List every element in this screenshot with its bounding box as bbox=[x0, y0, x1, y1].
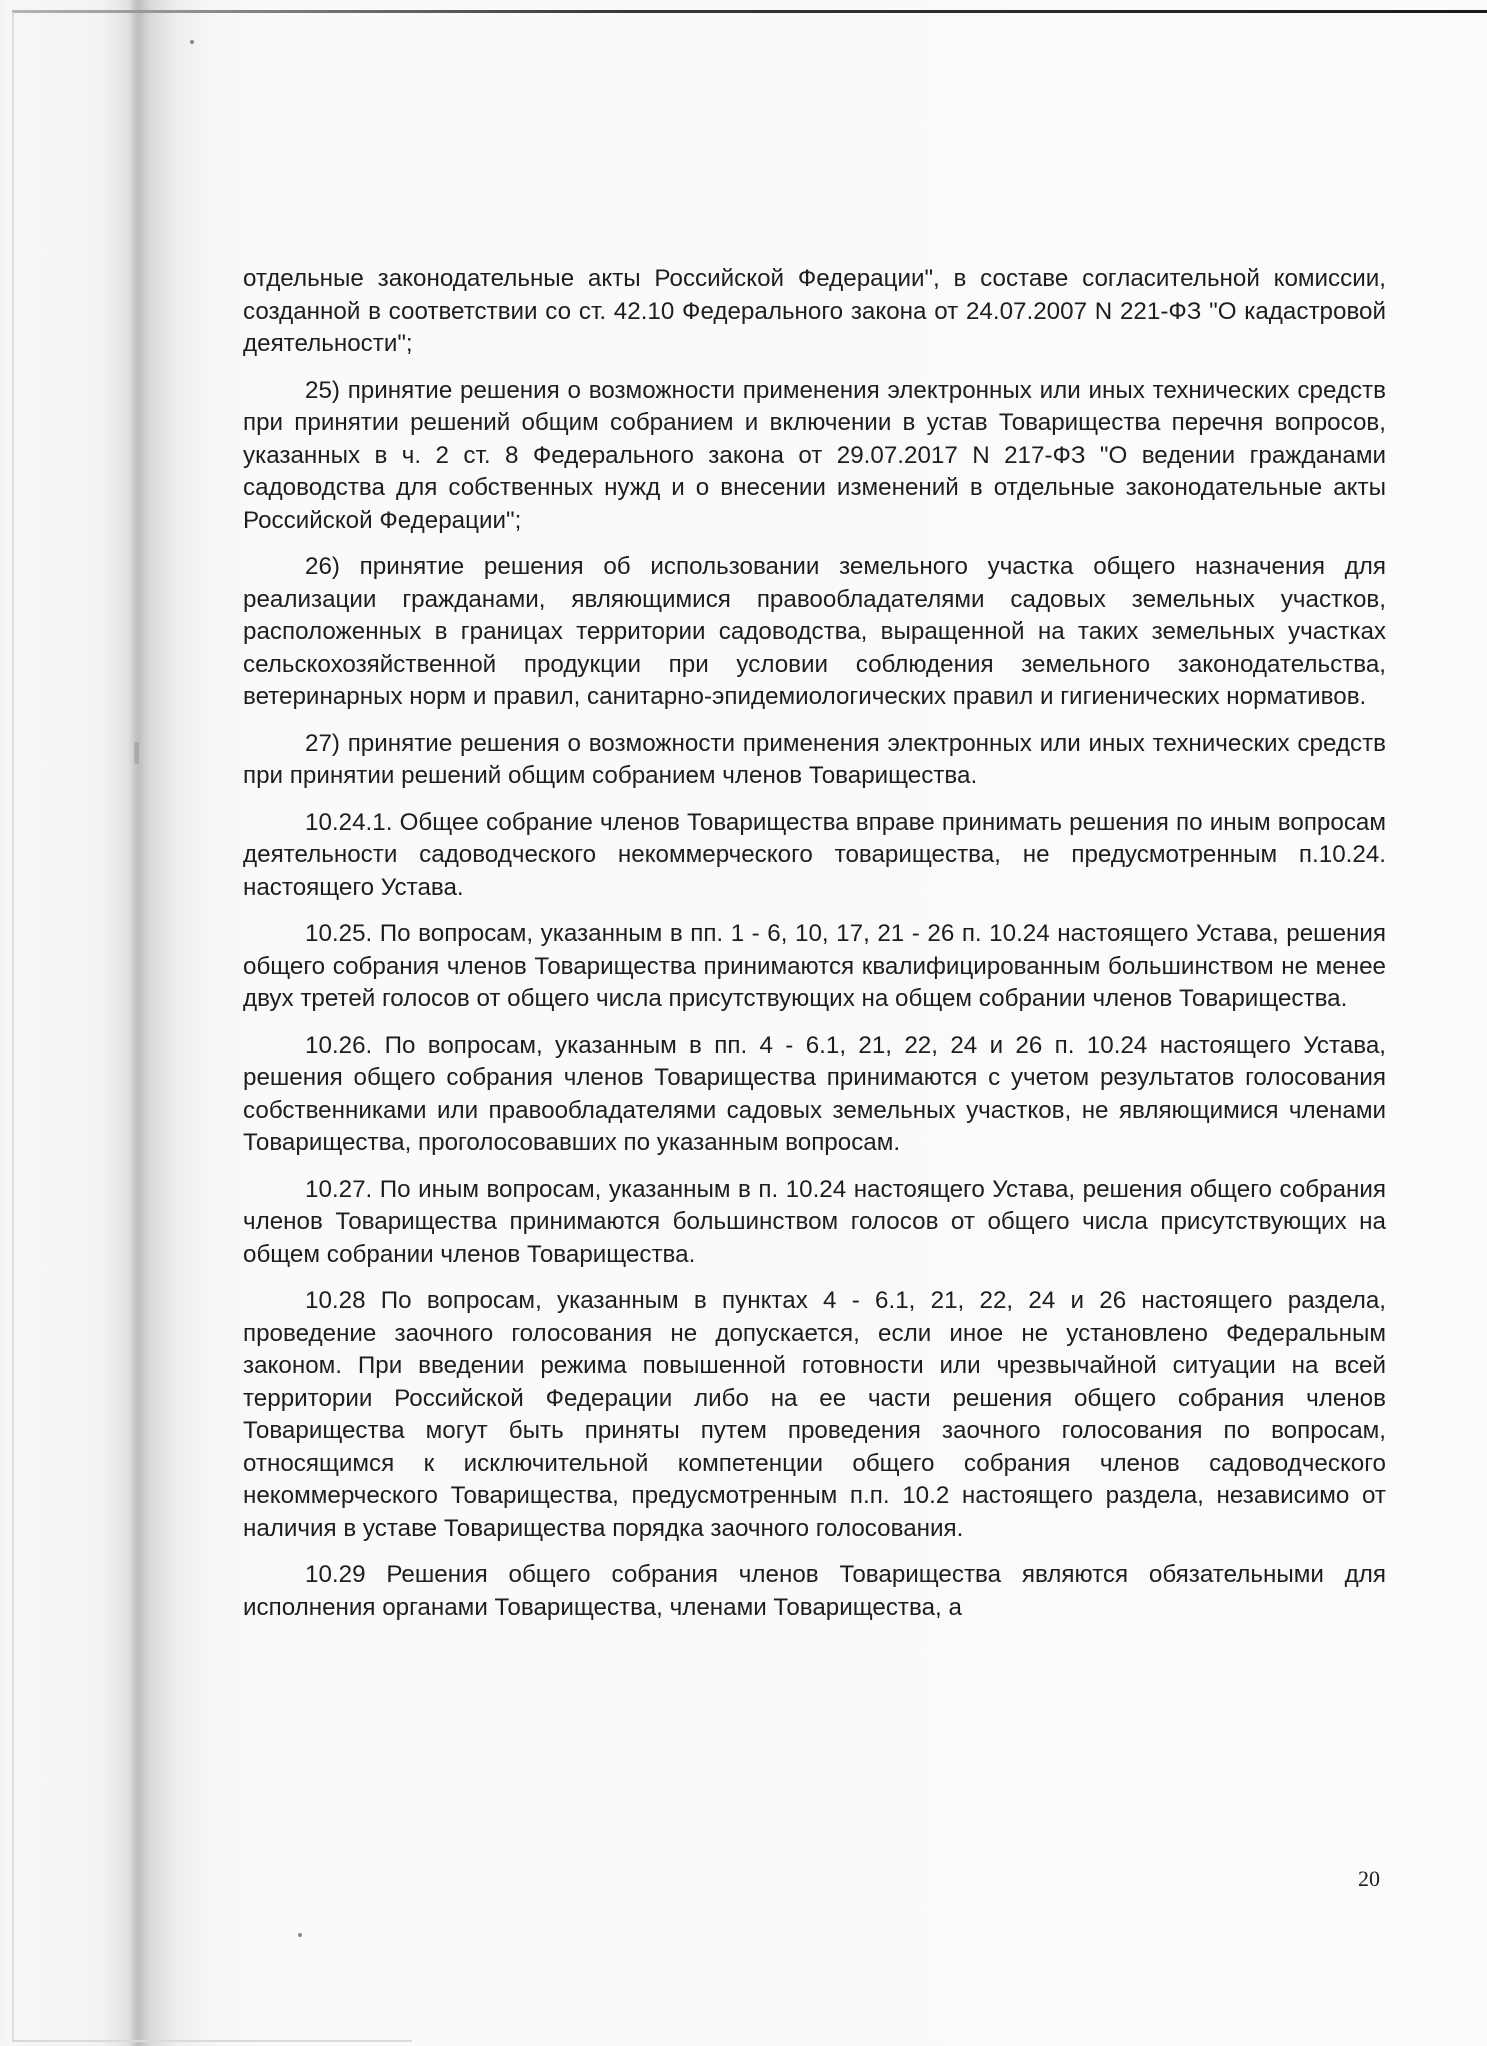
paragraph-item-26: 26) принятие решения об использовании земельного участка общего назначения для реализации гражданами, являющимися правообладателями садовых земельных участков, расположенных в границах территории садоводства, выращенной на таких земельных участках сельскохозяйственной продукции при условии соблюдения земельного законодательства, ветеринарных норм и правил, санитарно-эпидемиологических правил и гигиенических нормативов. bbox=[243, 553, 1386, 710]
page-left-edge bbox=[12, 12, 14, 2042]
paragraph-10-24-1: 10.24.1. Общее собрание членов Товарищества вправе принимать решения по иным вопросам деятельности садоводческого некоммерческого товарищества, не предусмотренным п.10.24. настоящего Устава. bbox=[243, 808, 1386, 901]
paragraph-item-25: 25) принятие решения о возможности применения электронных или иных технических средств при принятии решений общим собранием и включении в устав Товарищества перечня вопросов, указанных в ч. 2 ст. 8 Федерального закона от 29.07.2017 N 217-ФЗ "О ведении гражданами садоводства для собственных нужд и о внесении изменений в отдельные законодательные акты Российской Федерации"; bbox=[243, 376, 1386, 534]
page-bottom-edge bbox=[12, 2040, 412, 2042]
binding-shadow-mark bbox=[134, 742, 139, 764]
document-body bbox=[243, 263, 1386, 1624]
paragraph-10-27: 10.27. По иным вопросам, указанным в п. 10.24 настоящего Устава, решения общего собрания членов Товарищества принимаются большинством голосов от общего числа присутствующих на общем собрании членов Товарищества. bbox=[243, 1175, 1386, 1268]
paragraph-10-29: 10.29 Решения общего собрания членов Товарищества являются обязательными для исполнения органами Товарищества, членами Товарищества, а bbox=[243, 1561, 1386, 1621]
paragraph-continuation: отдельные законодательные акты Российской Федерации", в составе согласительной комиссии, созданной в соответствии со ст. 42.10 Федерального закона от 24.07.2007 N 221-ФЗ "О кадастровой деятельности"; bbox=[243, 265, 1386, 357]
paragraph-10-28: 10.28 По вопросам, указанным в пунктах 4 - 6.1, 21, 22, 24 и 26 настоящего раздела, проведение заочного голосования не допускается, если иное не установлено Федеральным законом. При введении режима повышенной готовности или чрезвычайной ситуации на всей территории Российской Федерации либо на ее части решения общего собрания членов Товарищества могут быть приняты путем проведения заочного голосования по вопросам, относящимся к исключительной компетенции общего собрания членов садоводческого некоммерческого Товарищества, предусмотренным п.п. 10.2 настоящего раздела, независимо от наличия в уставе Товарищества порядка заочного голосования. bbox=[243, 1287, 1386, 1542]
scan-speck bbox=[190, 40, 194, 44]
scan-speck bbox=[298, 1933, 302, 1937]
paragraph-10-25: 10.25. По вопросам, указанным в пп. 1 - 6, 10, 17, 21 - 26 п. 10.24 настоящего Устава, решения общего собрания членов Товарищества принимаются квалифицированным большинством не менее двух третей голосов от общего числа присутствующих на общем собрании членов Товарищества. bbox=[243, 920, 1386, 1012]
paragraph-item-27: 27) принятие решения о возможности применения электронных или иных технических средств при принятии решений общим собранием членов Товарищества. bbox=[243, 729, 1386, 789]
page-top-edge bbox=[12, 10, 1487, 13]
paragraph-10-26: 10.26. По вопросам, указанным в пп. 4 - 6.1, 21, 22, 24 и 26 п. 10.24 настоящего Устава, решения общего собрания членов Товарищества принимаются с учетом результатов голосования собственниками или правообладателями садовых земельных участков, не являющимися членами Товарищества, проголосовавших по указанным вопросам. bbox=[243, 1031, 1386, 1156]
page-number: 20 bbox=[1358, 1866, 1380, 1891]
